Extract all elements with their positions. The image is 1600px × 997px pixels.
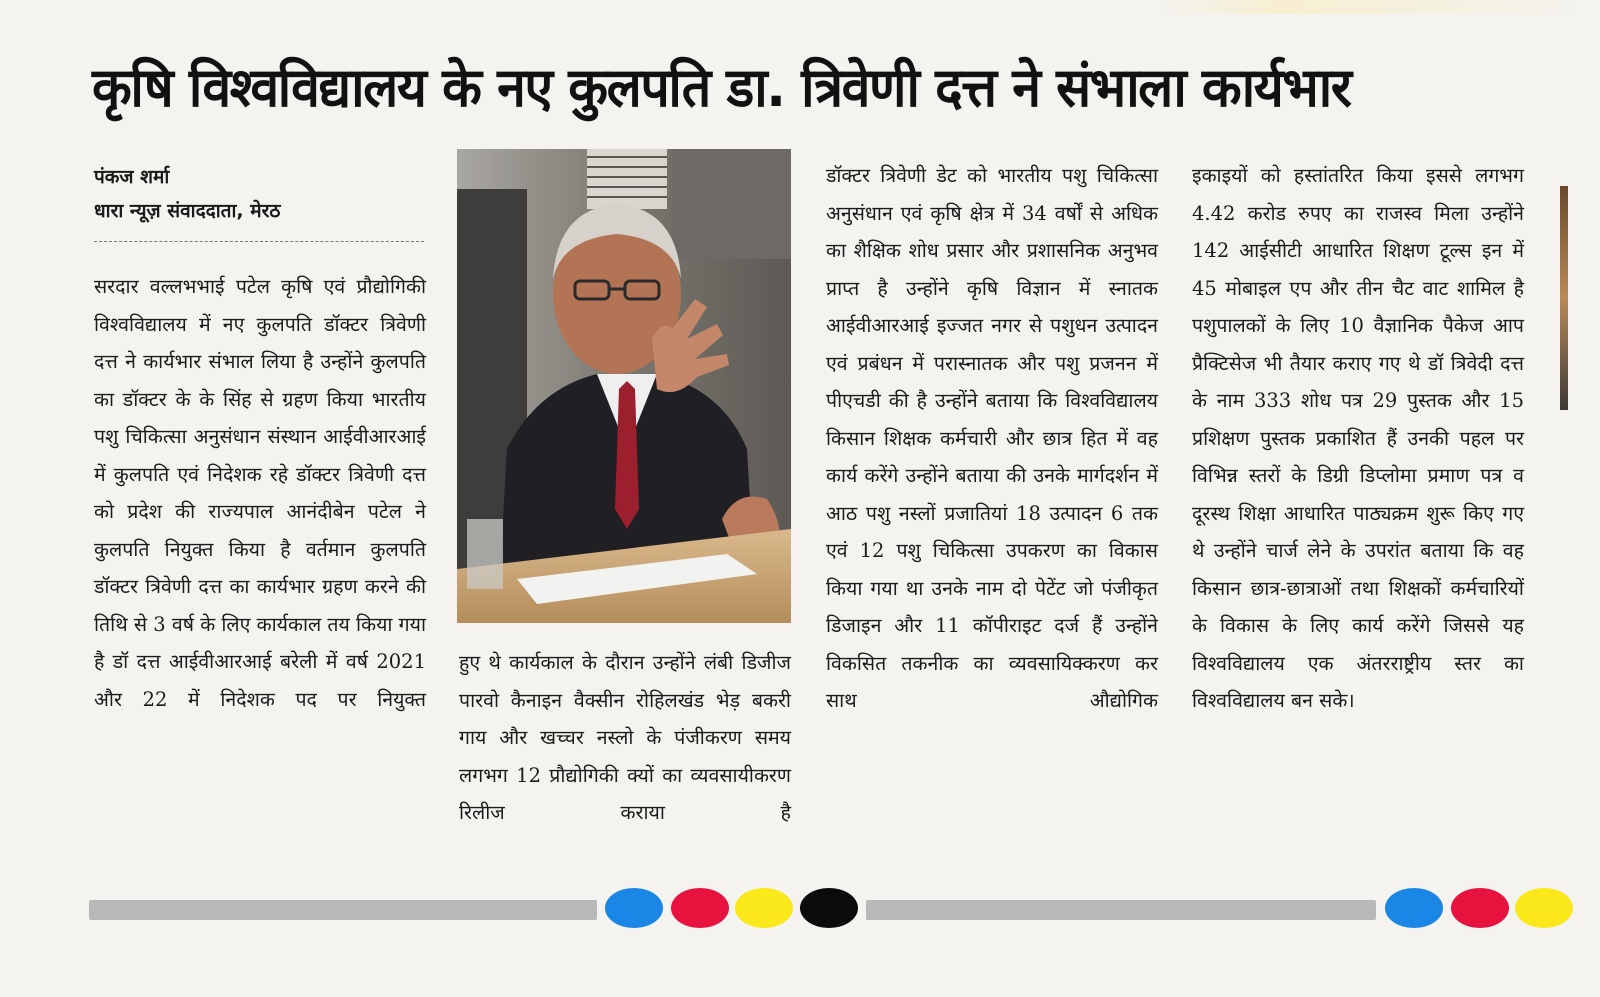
byline-desk: धारा न्यूज़ संवाददाता, मेरठ	[94, 200, 281, 222]
registration-dot-black	[800, 888, 858, 928]
byline-author: पंकज शर्मा	[94, 166, 170, 188]
registration-dot-cyan-2	[1385, 888, 1443, 928]
registration-dot-cyan	[605, 888, 663, 928]
article-column-1	[94, 268, 426, 718]
article-text-col-4: इकाइयों को हस्तांतरित किया इससे लगभग 4.42 करोड रुपए का राजस्व मिला उन्होंने 142 आईसीटी आधारित शिक्षण टूल्स इन में 45 मोबाइल एप और तीन चैट वाट शामिल है पशुपालकों के लिए 10 वैज्ञानिक पैकेज आप प्रैक्टिसेज भी तैयार कराए गए थे डॉ त्रिवेदी दत्त के नाम 333 शोध पत्र 29 पुस्तक और 15 प्रशिक्षण पुस्तक प्रकाशित हैं उनकी पहल पर विभिन्न स्तरों के डिग्री डिप्लोमा प्रमाण पत्र व दूरस्थ शिक्षा आधारित पाठ्यक्रम शुरू किए गए थे उन्होंने चार्ज लेने के उपरांत बताया कि वह किसान छात्र-छात्राओं तथा शिक्षकों कर्मचारियों के विकास के लिए कार्य करेंगे जिससे यह विश्वविद्यालय एक अंतरराष्ट्रीय स्तर का विश्वविद्यालय बन सके।	[1192, 164, 1524, 712]
article-column-4	[1192, 157, 1524, 720]
article-text-col-1: सरदार वल्लभभाई पटेल कृषि एवं प्रौद्योगिकी विश्वविद्यालय में नए कुलपति डॉक्टर त्रिवेणी दत्त ने कार्यभार संभाल लिया है उन्होंने कुलपति का डॉक्टर के के सिंह से ग्रहण किया भारतीय पशु चिकित्सा अनुसंधान संस्थान आईवीआरआई में कुलपति एवं निदेशक रहे डॉक्टर त्रिवेणी दत्त को प्रदेश की राज्यपाल आनंदीबेन पटेल ने कुलपति नियुक्त किया है वर्तमान कुलपति डॉक्टर त्रिवेणी दत्त का कार्यभार ग्रहण करने की तिथि से 3 वर्ष के लिए कार्यकाल तय किया गया है डॉ दत्त आईवीआरआई बरेली में वर्ष 2021 और 22 में निदेशक पद पर नियुक्त	[94, 275, 426, 711]
portrait-photo-icon	[457, 149, 791, 623]
footer-gray-bar-left	[89, 900, 597, 920]
byline	[94, 160, 424, 228]
byline-divider	[94, 241, 424, 242]
portrait-photo	[457, 149, 791, 623]
article-column-3	[826, 157, 1158, 720]
registration-dot-yellow-2	[1515, 888, 1573, 928]
page-top-strip	[0, 0, 1600, 14]
headline: कृषि विश्वविद्यालय के नए कुलपति डा. त्रिवेणी दत्त ने संभाला कार्यभार	[92, 56, 1351, 119]
registration-dot-magenta	[671, 888, 729, 928]
article-text-col-3: डॉक्टर त्रिवेणी डेट को भारतीय पशु चिकित्सा अनुसंधान एवं कृषि क्षेत्र में 34 वर्षों से अधिक का शैक्षिक शोध प्रसार और प्रशासनिक अनुभव प्राप्त है उन्होंने कृषि विज्ञान में स्नातक आईवीआरआई इज्जत नगर से पशुधन उत्पादन एवं प्रबंधन में परास्नातक और पशु प्रजनन में पीएचडी की है उन्होंने बताया कि विश्वविद्यालय किसान शिक्षक कर्मचारी और छात्र हित में वह कार्य करेंगे उन्होंने बताया की उनके मार्गदर्शन में आठ पशु नस्लों प्रजातियां 18 उत्पादन 6 तक एवं 12 पशु चिकित्सा उपकरण का विकास किया गया था उनके नाम दो पेटेंट जो पंजीकृत डिजाइन और 11 कॉपीराइट दर्ज हैं उन्होंने विकसित तकनीक का व्यवसायिक्करण कर साथ औद्योगिक	[826, 164, 1158, 712]
adjacent-photo-edge	[1560, 186, 1568, 410]
registration-dot-yellow	[735, 888, 793, 928]
article-text-col-2: हुए थे कार्यकाल के दौरान उन्होंने लंबी डिजीज पारवो कैनाइन वैक्सीन रोहिलखंड भेड़ बकरी गाय और खच्चर नस्लो के पंजीकरण समय लगभग 12 प्रौद्योगिकी क्यों का व्यवसायीकरण रिलीज कराया है	[459, 651, 791, 824]
footer-gray-bar-right	[866, 900, 1376, 920]
article-column-2	[459, 644, 791, 832]
registration-dot-magenta-2	[1451, 888, 1509, 928]
